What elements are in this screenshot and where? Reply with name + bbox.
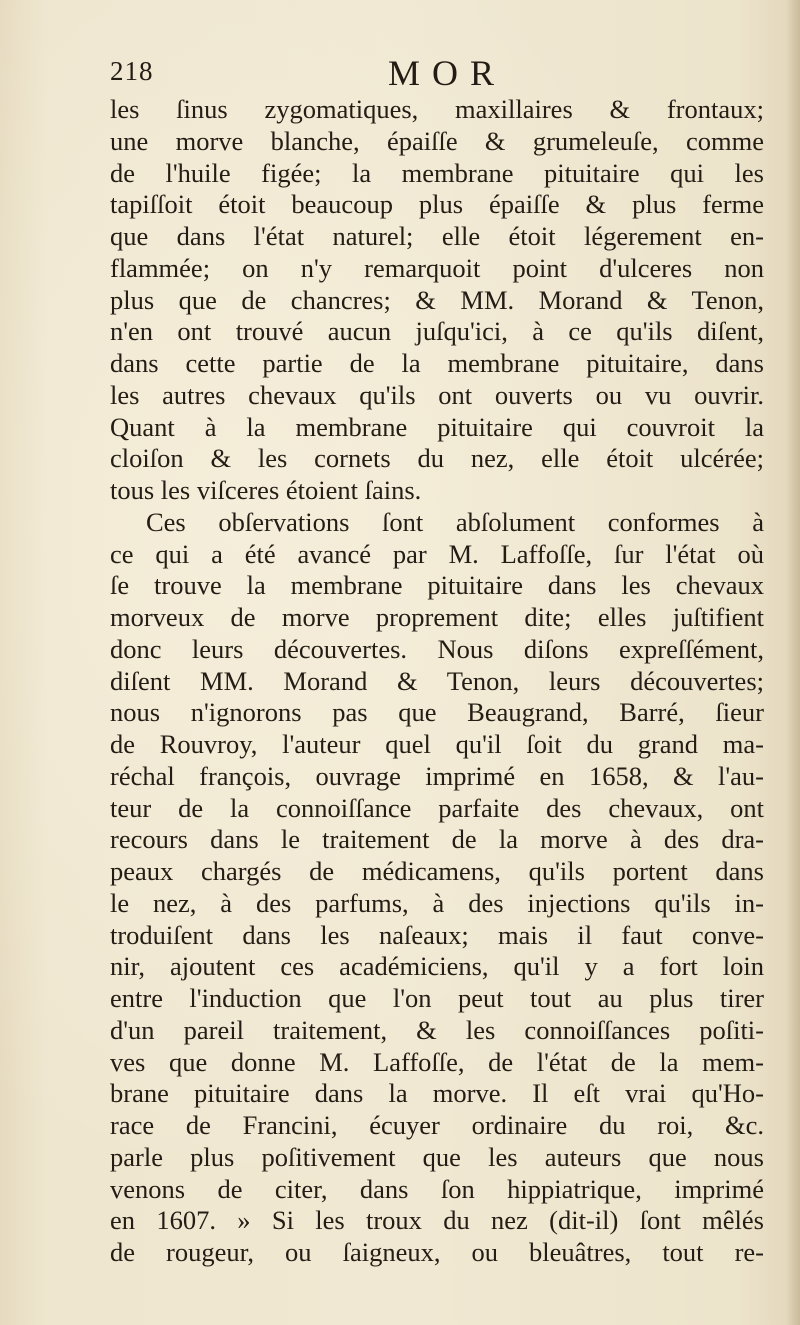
text-line: ves que donne M. Laffoſſe, de l'état de la mem- <box>110 1046 764 1077</box>
text-line: donc leurs découvertes. Nous diſons expreſſément, <box>110 633 764 664</box>
text-line: venons de citer, dans ſon hippiatrique, imprimé <box>110 1173 764 1204</box>
body-text <box>110 94 764 1269</box>
text-line: une morve blanche, épaiſſe & grumeleuſe, comme <box>110 125 764 156</box>
text-line: entre l'induction que l'on peut tout au plus tirer <box>110 983 764 1013</box>
page-header <box>108 52 768 92</box>
text-line: flammée; on n'y remarquoit point d'ulceres non <box>110 252 764 283</box>
text-line: d'un pareil traitement, & les connoiſſances poſiti- <box>110 1014 764 1045</box>
paragraph-start-line: Ces obſervations ſont abſolument conformes à <box>146 506 764 537</box>
text-line: tous les viſceres étoient ſains. <box>110 475 422 505</box>
text-line: les autres chevaux qu'ils ont ouverts ou vu ouvrir. <box>110 379 764 410</box>
text-line: en 1607. » Si les troux du nez (dit-il) ſont mêlés <box>110 1205 764 1236</box>
text-line: race de Francini, écuyer ordinaire du roi, &c. <box>110 1110 764 1140</box>
text-line: de Rouvroy, l'auteur quel qu'il ſoit du grand ma- <box>110 729 764 759</box>
text-line: ſe trouve la membrane pituitaire dans les chevaux <box>110 570 764 601</box>
text-line: de rougeur, ou ſaigneux, ou bleuâtres, tout re- <box>110 1237 764 1267</box>
text-line: que dans l'état naturel; elle étoit légerement en- <box>110 221 764 251</box>
text-line: nir, ajoutent ces académiciens, qu'il y a fort loin <box>110 951 764 982</box>
text-line: n'en ont trouvé aucun juſqu'ici, à ce qu'ils diſent, <box>110 316 764 347</box>
text-line: plus que de chancres; & MM. Morand & Tenon, <box>110 284 764 315</box>
text-line: le nez, à des parfums, à des injections qu'ils in- <box>110 887 764 918</box>
text-line: cloiſon & les cornets du nez, elle étoit ulcérée; <box>110 443 764 474</box>
text-line: recours dans le traitement de la morve à des dra- <box>110 824 764 855</box>
text-line: diſent MM. Morand & Tenon, leurs découvertes; <box>110 665 764 696</box>
text-line: teur de la connoiſſance parfaite des chevaux, ont <box>110 792 764 823</box>
text-line: tapiſſoit étoit beaucoup plus épaiſſe & plus ferme <box>110 189 764 220</box>
page-edge-shadow <box>786 0 800 1325</box>
text-line: parle plus poſitivement que les auteurs que nous <box>110 1141 764 1172</box>
page-number: 218 <box>110 56 154 86</box>
text-line: réchal françois, ouvrage imprimé en 1658, & l'au- <box>110 760 764 791</box>
text-line: ce qui a été avancé par M. Laffoſſe, ſur l'état où <box>110 538 764 569</box>
text-line: de l'huile figée; la membrane pituitaire qui les <box>110 157 764 188</box>
text-line: morveux de morve proprement dite; elles juſtifient <box>110 602 764 632</box>
text-line: peaux chargés de médicamens, qu'ils portent dans <box>110 856 764 886</box>
text-line: nous n'ignorons pas que Beaugrand, Barré, ſieur <box>110 697 764 728</box>
text-line: dans cette partie de la membrane pituitaire, dans <box>110 348 764 378</box>
text-line: Quant à la membrane pituitaire qui couvroit la <box>110 411 764 442</box>
text-line: brane pituitaire dans la morve. Il eſt vrai qu'Ho- <box>110 1078 764 1109</box>
text-line: troduiſent dans les naſeaux; mais il faut conve- <box>110 919 764 950</box>
running-head: MOR <box>388 53 507 93</box>
text-line: les ſinus zygomatiques, maxillaires & frontaux; <box>110 94 764 124</box>
